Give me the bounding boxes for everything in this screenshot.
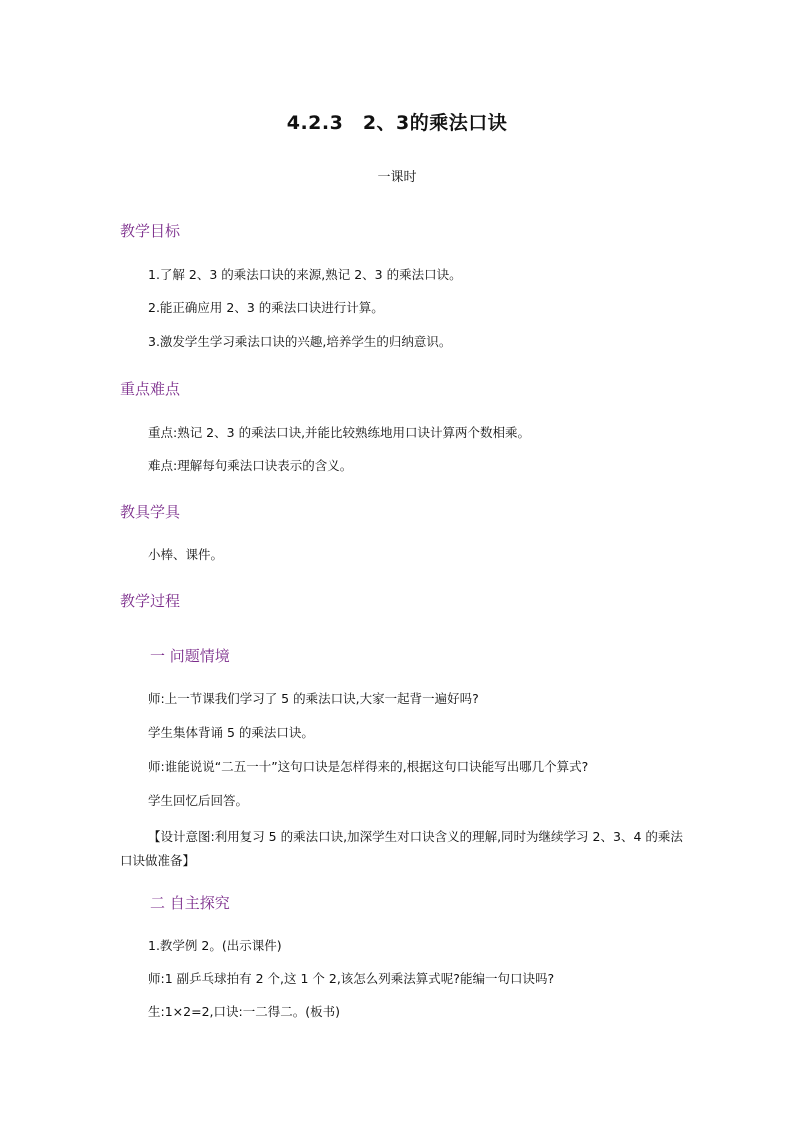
goal-item: 3.激发学生学习乘法口诀的兴趣,培养学生的归纳意识。 [148,334,452,349]
process-line: 师:谁能说说“二五一十”这句口诀是怎样得来的,根据这句口诀能写出哪几个算式? [148,759,589,774]
design-intent-note: 【设计意图:利用复习 5 的乘法口诀,加深学生对口诀含义的理解,同时为继续学习 2、3、4 的乘法口诀做准备】 [120,829,683,868]
lesson-period: 一课时 [377,170,417,185]
section-heading-key-points: 重点难点 [120,380,181,398]
process-line: 师:1 副乒乓球拍有 2 个,这 1 个 2,该怎么列乘法算式呢?能编一句口诀吗? [148,971,555,986]
subsection-heading-exploration: 二 自主探究 [150,894,230,912]
key-point-item: 重点:熟记 2、3 的乘法口诀,并能比较熟练地用口诀计算两个数相乘。 [148,425,531,440]
process-line: 师:上一节课我们学习了 5 的乘法口诀,大家一起背一遍好吗? [148,691,479,706]
subsection-heading-situation: 一 问题情境 [150,647,230,665]
goal-item: 2.能正确应用 2、3 的乘法口诀进行计算。 [148,300,384,315]
key-point-item: 难点:理解每句乘法口诀表示的含义。 [148,458,353,473]
section-heading-tools: 教具学具 [120,503,181,521]
goal-item: 1.了解 2、3 的乘法口诀的来源,熟记 2、3 的乘法口诀。 [148,267,462,282]
process-line: 1.教学例 2。(出示课件) [148,938,282,953]
process-line: 学生集体背诵 5 的乘法口诀。 [148,725,314,740]
process-line: 学生回忆后回答。 [148,793,249,808]
tools-text: 小棒、课件。 [148,547,224,562]
process-line: 生:1×2=2,口诀:一二得二。(板书) [148,1004,340,1019]
section-heading-process: 教学过程 [120,592,181,610]
section-heading-goals: 教学目标 [120,222,181,240]
page-title: 4.2.3 2、3的乘法口诀 [286,112,508,134]
